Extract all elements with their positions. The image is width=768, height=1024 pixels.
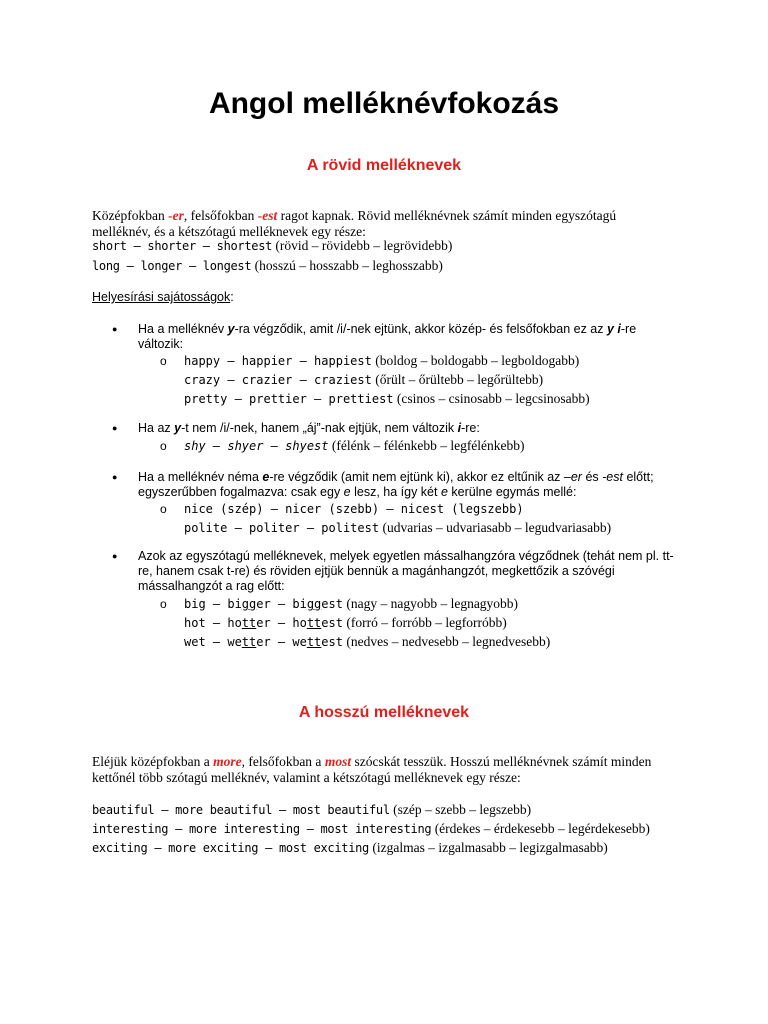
example-line [184,614,507,632]
word-part: est [321,616,343,630]
rule-segment: lesz, ha így két [350,485,441,499]
rule-keyword: y [227,322,235,336]
doubled-consonant: gg [241,597,257,611]
rule-text [138,322,678,352]
rule-text: Azok az egyszótagú melléknevek, melyek egyetlen mássalhangzóra végződnek (tehát nem pl. tt-re, hanem csak t-re) és röviden ejtjük bennük a magánhangzót, megkettőzik a szóvégi mássalhangzót a rag előtt: [138,549,674,593]
spelling-colon: : [230,290,234,304]
word-part: er – bi [256,597,307,611]
doubled-consonant: gg [306,597,322,611]
page-title: Angol melléknévfokozás [208,87,560,120]
sub-bullet-icon: o [160,597,167,611]
doubled-consonant: tt [306,616,322,630]
example-english [184,597,343,611]
example-line [184,595,518,613]
rule-segment: -re változik: [138,322,637,351]
bullet-icon: ● [112,551,118,561]
doubled-consonant: tt [241,635,257,649]
rule-segment: -re végződik (amit nem ejtünk ki), akkor ez eltűnik az [269,470,564,484]
spelling-label: Helyesírási sajátosságok [92,290,231,304]
rule-keyword: -est [602,470,623,484]
example-line [92,237,452,255]
example-english: short – shorter – shortest [92,239,273,253]
keyword-most: most [324,754,352,769]
intro-text: Középfokban [92,208,169,223]
doubled-consonant: tt [241,616,257,630]
rule-segment: Ha a melléknév [138,322,228,336]
example-english: polite – politer – politest [184,521,380,535]
example-line [184,352,579,370]
example-line [184,633,550,651]
example-hungarian: (rövid – rövidebb – legrövidebb) [272,238,453,253]
rule-text [138,421,678,436]
example-hungarian: (nedves – nedvesebb – legnedvesebb) [342,634,551,649]
bullet-icon: ● [112,472,118,482]
rule-keyword: e [440,485,448,499]
rule-keyword: y [174,421,182,435]
rule-segment: Ha az [138,421,175,435]
example-english: nice (szép) – nicer (szebb) – nicest (legszebb) [184,502,524,516]
example-english: pretty – prettier – prettiest [184,392,394,406]
example-english: crazy – crazier – craziest [184,373,372,387]
intro-text: ragot kapnak. Rövid melléknévnek számít minden egyszótagú melléknév, és a kétszótagú melléknevek egy része: [92,208,617,239]
rule-keyword: e [343,485,351,499]
rule-segment: és [581,470,603,484]
example-line [184,390,590,408]
word-part: er – ho [256,616,307,630]
rule-keyword: y i [606,322,621,336]
suffix-est: -est [257,208,278,223]
word-part: big – bi [184,597,242,611]
bullet-icon: ● [112,324,118,334]
example-line [92,801,531,819]
example-english: interesting – more interesting – most interesting [92,822,432,836]
intro-paragraph-short [92,208,652,240]
example-english: happy – happier – happiest [184,354,372,368]
example-line [184,437,525,455]
rule-keyword: –er [563,470,582,484]
rule-segment: -re: [461,421,480,435]
rule-segment: -t nem /i/-nek, hanem „áj”-nak ejtjük, nem változik [181,421,458,435]
example-hungarian: (nagy – nagyobb – legnagyobb) [342,596,519,611]
section-heading-short-adjectives: A rövid melléknevek [306,157,462,174]
keyword-more: more [213,754,242,769]
intro-text: , felsőfokban [183,208,258,223]
example-line [92,257,443,275]
rule-segment: kerülne egymás mellé: [447,485,577,499]
example-hungarian: (csinos – csinosabb – legcsinosabb) [393,391,590,406]
suffix-er: -er [168,208,184,223]
word-part: est [321,597,343,611]
rule-keyword: i [457,421,462,435]
example-hungarian: (őrült – őrültebb – legőrültebb) [371,372,544,387]
intro-paragraph-long [92,754,652,786]
rule-keyword: e [262,470,270,484]
example-line [92,820,650,838]
sub-bullet-icon: o [160,354,167,368]
example-hungarian: (félénk – félénkebb – legfélénkebb) [328,438,525,453]
doubled-consonant: tt [306,635,322,649]
word-part: wet – we [184,635,242,649]
example-english: exciting – more exciting – most exciting [92,841,369,855]
example-hungarian: (udvarias – udvariasabb – legudvariasabb) [379,520,612,535]
example-hungarian: (szép – szebb – legszebb) [389,802,532,817]
word-part: er – we [256,635,307,649]
example-hungarian: (hosszú – hosszabb – leghosszabb) [251,258,443,273]
example-line [184,500,524,518]
example-line [184,519,611,537]
example-hungarian: (izgalmas – izgalmasabb – legizgalmasabb) [369,840,608,855]
word-part: hot – ho [184,616,242,630]
example-english: shy – shyer – shyest [184,439,329,453]
intro-text: , felsőfokban a [241,754,325,769]
rule-segment: -ra végződik, amit /i/-nek ejtünk, akkor közép- és felsőfokban ez az [234,322,607,336]
section-heading-long-adjectives: A hosszú melléknevek [298,704,470,721]
example-english [184,635,343,649]
example-hungarian: (forró – forróbb – legforróbb) [342,615,507,630]
rule-segment: Ha a melléknév néma [138,470,263,484]
intro-text: Eléjük középfokban a [92,754,214,769]
example-english [184,616,343,630]
example-hungarian: (érdekes – érdekesebb – legérdekesebb) [431,821,650,836]
example-line [92,839,608,857]
example-line [184,371,543,389]
example-hungarian: (boldog – boldogabb – legboldogabb) [371,353,580,368]
spelling-heading [92,290,652,305]
example-english: beautiful – more beautiful – most beautiful [92,803,390,817]
intro-text: szócskát tesszük. Hosszú melléknévnek számít minden kettőnél több szótagú melléknév, valamint a kétszótagú melléknevek egy része: [92,754,652,785]
word-part: est [321,635,343,649]
sub-bullet-icon: o [160,502,167,516]
rule-segment: előtt; egyszerűbben fogalmazva: csak egy [138,470,654,499]
sub-bullet-icon: o [160,439,167,453]
example-english: long – longer – longest [92,259,252,273]
rule-text [138,470,678,500]
bullet-icon: ● [112,423,118,433]
